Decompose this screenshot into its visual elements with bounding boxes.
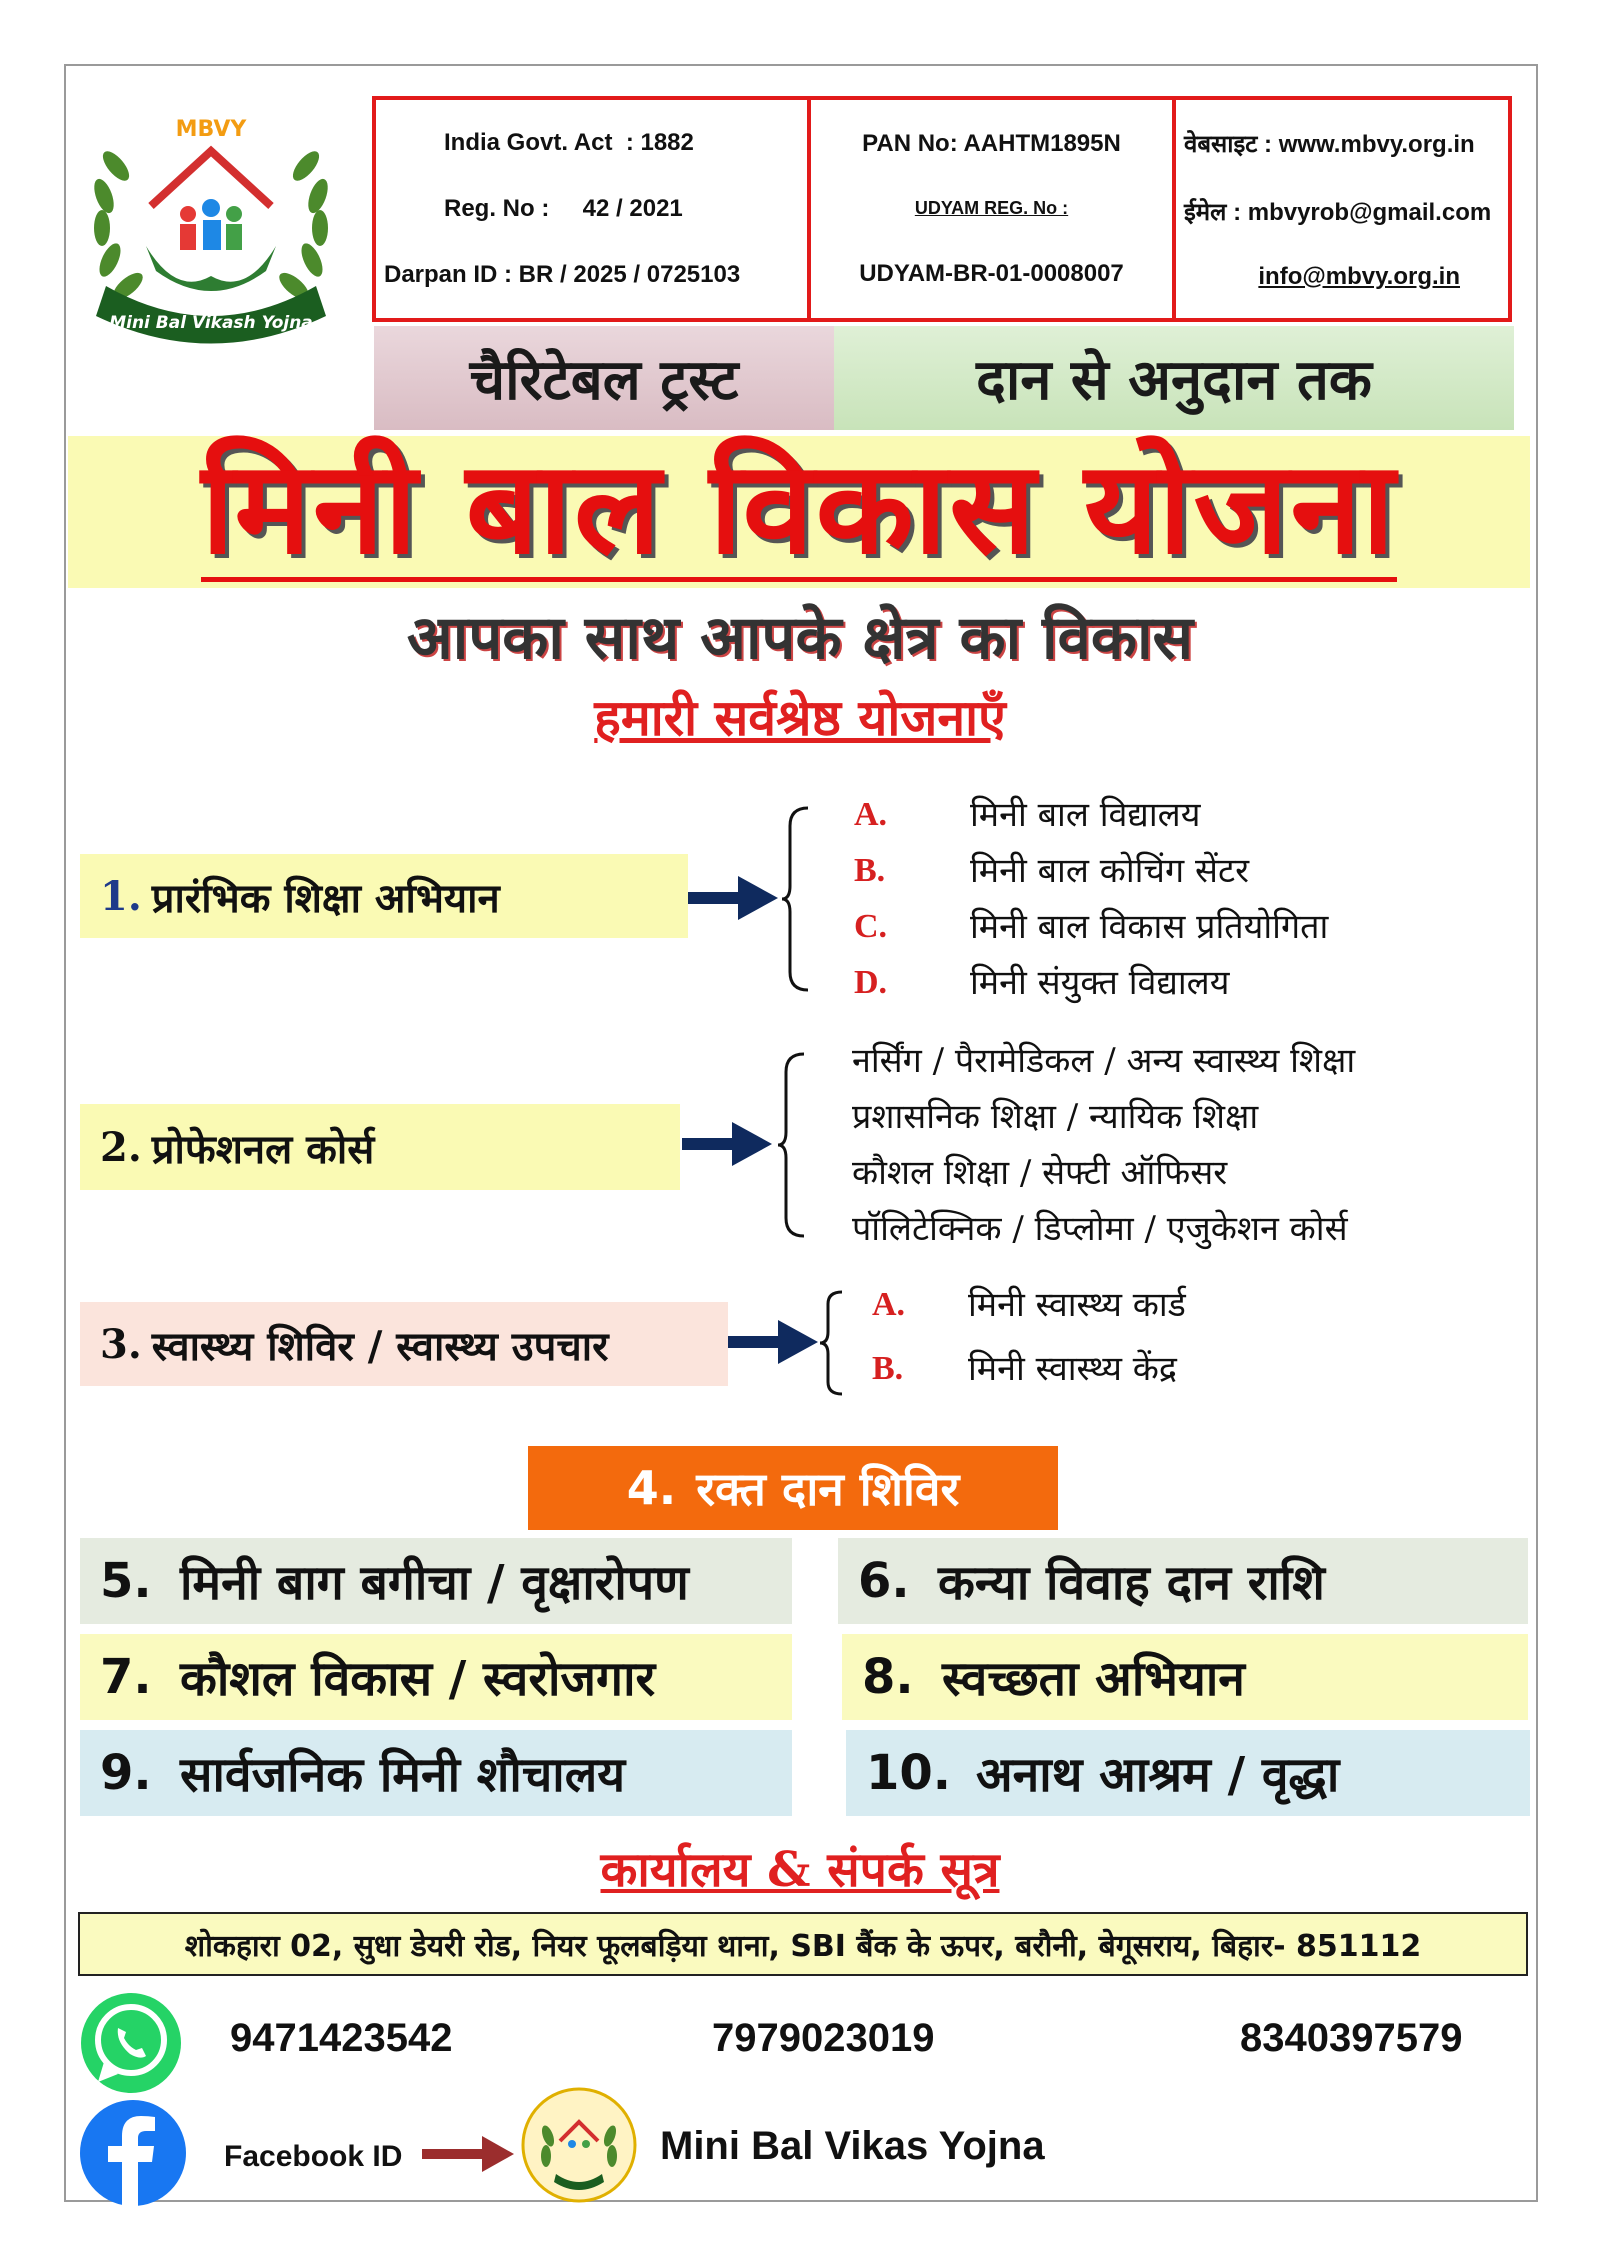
scheme-1-item-b: मिनी बाल कोचिंग सेंटर: [970, 851, 1249, 891]
scheme-2-item-3: कौशल शिक्षा / सेफ्टी ऑफिसर: [852, 1153, 1228, 1193]
scheme-7-text: कौशल विकास / स्वरोजगार: [180, 1650, 656, 1707]
act-row: [384, 129, 799, 157]
scheme-2-brace-icon: [776, 1052, 806, 1238]
scheme-8-text: स्वच्छता अभियान: [942, 1650, 1245, 1707]
title-band: [68, 436, 1530, 588]
schemes-heading: हमारी सर्वश्रेष्ठ योजनाएँ: [594, 688, 1006, 747]
logo-ribbon-text: Mini Bal Vikash Yojna: [109, 313, 313, 333]
scheme-3-item-b-letter: B.: [872, 1350, 904, 1387]
scheme-1-item-d: मिनी संयुक्त विद्यालय: [970, 963, 1230, 1003]
facebook-arrow-icon: [422, 2136, 514, 2172]
scheme-3-item-a: मिनी स्वास्थ्य कार्ड: [968, 1285, 1186, 1325]
scheme-2-item-4: पॉलिटेक्निक / डिप्लोमा / एजुकेशन कोर्स: [852, 1209, 1348, 1249]
scheme-1-item-a: मिनी बाल विद्यालय: [970, 795, 1201, 835]
darpan-id: Darpan ID : BR / 2025 / 0725103: [384, 261, 741, 288]
charitable-trust-band: चैरिटेबल ट्रस्ट: [374, 326, 834, 430]
scheme-6: [838, 1538, 1528, 1624]
scheme-1-brace-icon: [780, 806, 810, 992]
scheme-2-item-2: प्रशासनिक शिक्षा / न्यायिक शिक्षा: [852, 1097, 1259, 1137]
email-secondary[interactable]: info@mbvy.org.in: [1258, 262, 1460, 290]
phone-2[interactable]: 7979023019: [712, 2016, 935, 2060]
scheme-3-arrow-icon: [728, 1320, 818, 1364]
scheme-3-brace-icon: [818, 1290, 844, 1396]
facebook-icon[interactable]: [78, 2098, 188, 2208]
scheme-6-num: 6.: [858, 1553, 910, 1609]
tagline-band: दान से अनुदान तक: [834, 326, 1514, 430]
scheme-3-item-b: मिनी स्वास्थ्य केंद्र: [968, 1349, 1177, 1389]
whatsapp-icon[interactable]: [78, 1990, 184, 2096]
facebook-page-name[interactable]: Mini Bal Vikas Yojna: [660, 2124, 1045, 2168]
reg-row: [384, 195, 799, 223]
act-value: : 1882: [625, 129, 694, 156]
scheme-5-num: 5.: [100, 1553, 152, 1609]
reg-value: 42 / 2021: [582, 195, 683, 222]
info-col-pan: [811, 100, 1176, 318]
scheme-9-text: सार्वजनिक मिनी शौचालय: [180, 1746, 626, 1803]
scheme-1-sublist: [850, 790, 1450, 1010]
scheme-1-item-c: मिनी बाल विकास प्रतियोगिता: [970, 907, 1329, 947]
scheme-1-item-a-letter: A.: [854, 796, 888, 833]
facebook-id-label: Facebook ID: [224, 2140, 403, 2173]
scheme-1-text: प्रारंभिक शिक्षा अभियान: [151, 874, 500, 922]
scheme-8: [842, 1634, 1528, 1720]
blood-camp-banner: [528, 1446, 1058, 1530]
scheme-2-item-1: नर्सिंग / पैरामेडिकल / अन्य स्वास्थ्य शिक्षा: [852, 1041, 1356, 1081]
blood-camp-num: 4.: [626, 1461, 677, 1515]
scheme-10: [846, 1730, 1530, 1816]
main-title: मिनी बाल विकास योजना: [201, 434, 1397, 584]
subtitle: आपका साथ आपके क्षेत्र का विकास: [406, 603, 1194, 673]
scheme-2-arrow-icon: [682, 1122, 772, 1166]
blood-camp-text: रक्त दान शिविर: [696, 1462, 960, 1516]
info-col-contact: [1176, 100, 1508, 318]
scheme-10-text: अनाथ आश्रम / वृद्धा: [976, 1746, 1340, 1803]
office-contact-heading: कार्यालय & संपर्क सूत्र: [600, 1842, 1000, 1898]
registration-info-box: [372, 96, 1512, 322]
mbvy-logo: [76, 96, 346, 346]
scheme-1-item-c-letter: C.: [854, 908, 888, 945]
pan-number: PAN No: AAHTM1895N: [862, 130, 1121, 158]
phone-3[interactable]: 8340397579: [1240, 2016, 1463, 2060]
info-col-registration: [376, 100, 811, 318]
phone-1[interactable]: 9471423542: [230, 2016, 453, 2060]
scheme-3-item-a-letter: A.: [872, 1286, 906, 1323]
scheme-1-num: 1.: [100, 872, 142, 920]
scheme-1-item-d-letter: D.: [854, 964, 888, 1001]
scheme-9-num: 9.: [100, 1745, 152, 1801]
scheme-3-sublist: [870, 1280, 1390, 1410]
act-label: India Govt. Act: [444, 129, 613, 156]
scheme-1-item-b-letter: B.: [854, 852, 886, 889]
scheme-5-text: मिनी बाग बगीचा / वृक्षारोपण: [180, 1554, 689, 1611]
facebook-logo-icon: [520, 2086, 638, 2204]
udyam-number: UDYAM-BR-01-0008007: [859, 259, 1124, 287]
scheme-1-label: [80, 854, 688, 938]
scheme-7: [80, 1634, 792, 1720]
scheme-7-num: 7.: [100, 1649, 152, 1705]
scheme-5: [80, 1538, 792, 1624]
email[interactable]: ईमेल : mbvyrob@gmail.com: [1184, 198, 1492, 226]
scheme-1-arrow-icon: [688, 876, 778, 920]
scheme-2-text: प्रोफेशनल कोर्स: [151, 1125, 375, 1173]
scheme-8-num: 8.: [862, 1649, 914, 1705]
scheme-2-num: 2.: [100, 1123, 142, 1171]
scheme-3-label: [80, 1302, 728, 1386]
udyam-label: UDYAM REG. No :: [914, 198, 1069, 219]
scheme-2-label: [80, 1104, 680, 1190]
scheme-10-num: 10.: [866, 1745, 952, 1801]
website[interactable]: वेबसाइट : www.mbvy.org.in: [1184, 131, 1475, 159]
scheme-3-text: स्वास्थ्य शिविर / स्वास्थ्य उपचार: [151, 1322, 609, 1370]
scheme-6-text: कन्या विवाह दान राशि: [938, 1554, 1325, 1611]
scheme-3-num: 3.: [100, 1320, 142, 1368]
office-address: शोकहारा 02, सुधा डेयरी रोड, नियर फूलबड़िया थाना, SBI बैंक के ऊपर, बरौनी, बेगूसराय, बिहार- 851112: [78, 1912, 1528, 1976]
scheme-9: [80, 1730, 792, 1816]
logo-top-text: MBVY: [175, 117, 247, 142]
reg-label: Reg. No :: [444, 195, 550, 222]
scheme-2-sublist: [852, 1036, 1532, 1256]
